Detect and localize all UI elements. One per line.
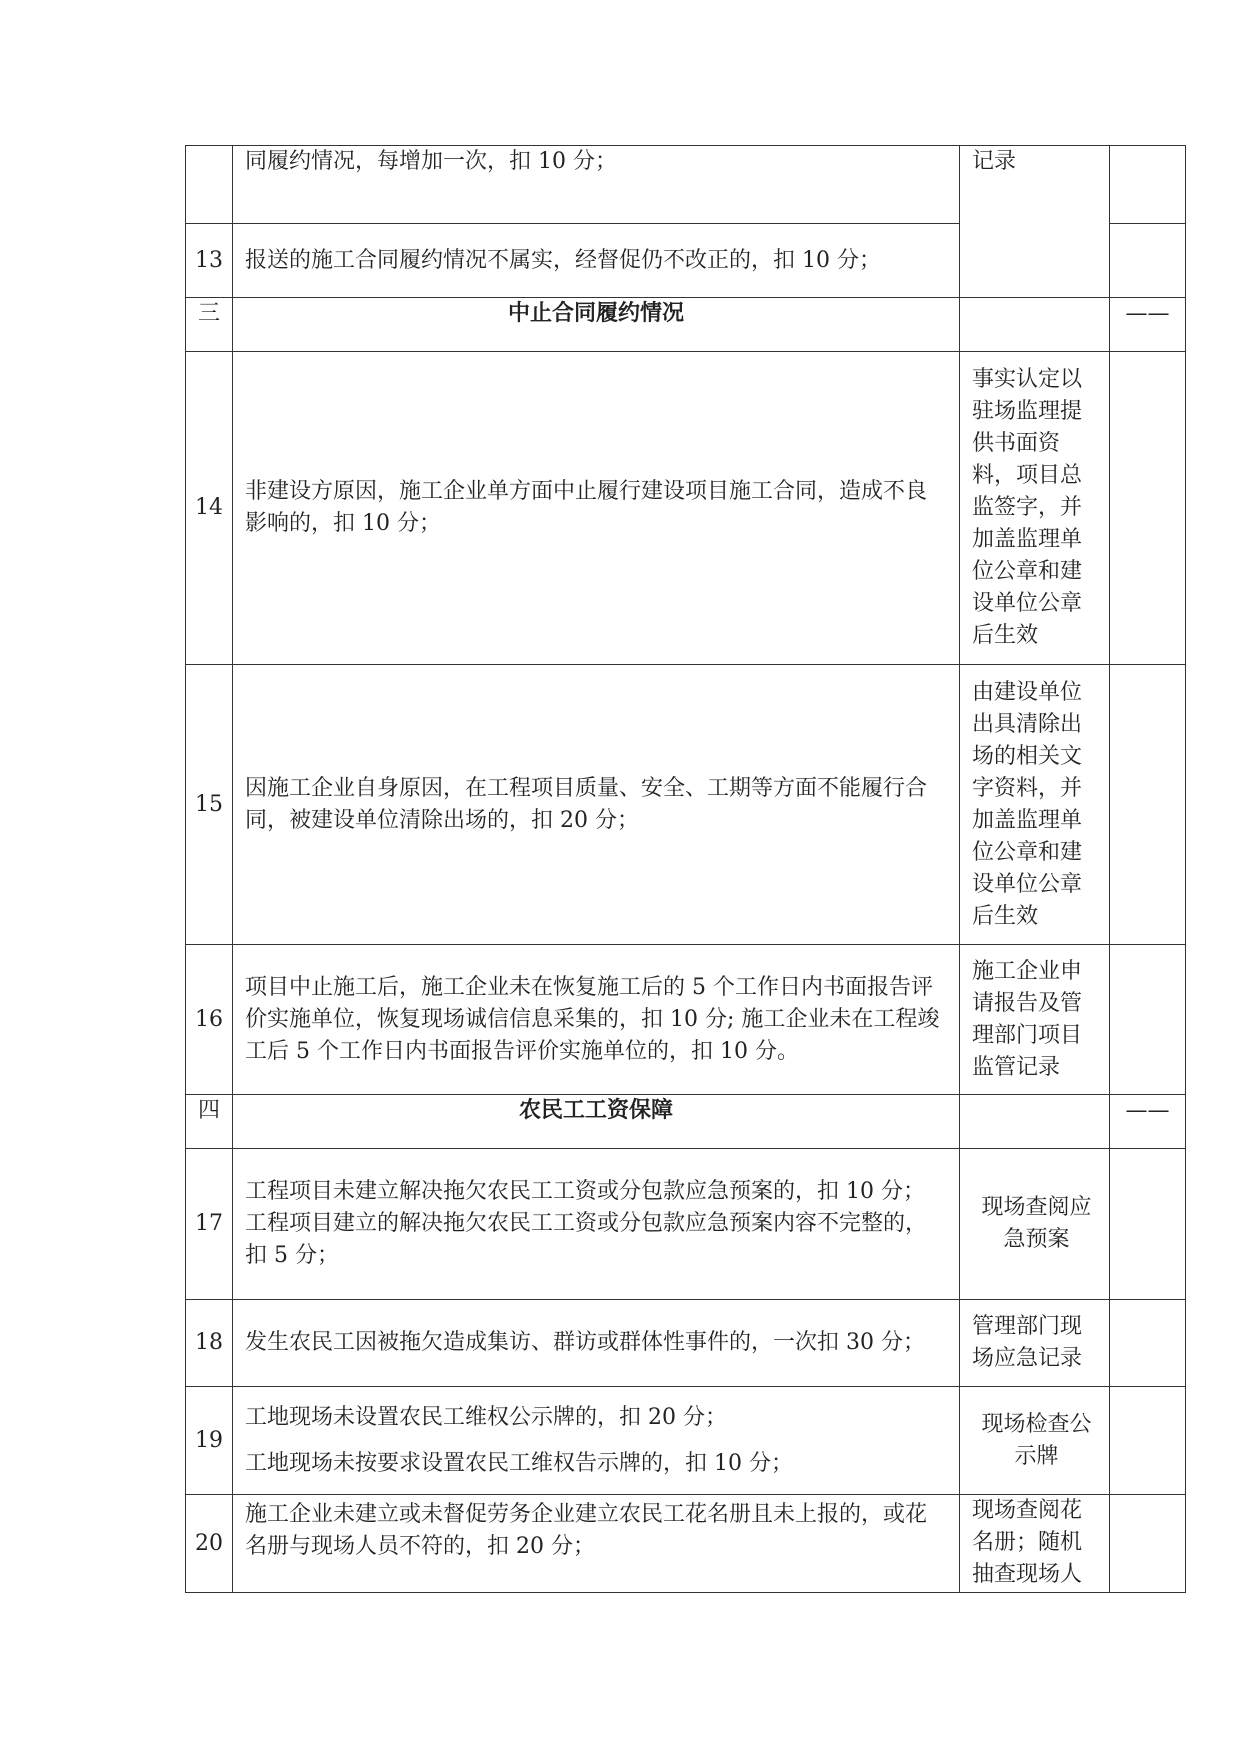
row-score: [1110, 352, 1186, 665]
table-row: [186, 1149, 1186, 1300]
row-evidence: [960, 146, 1110, 298]
row-content: [233, 1300, 960, 1387]
row-number: 17: [186, 1149, 233, 1300]
evidence-text: 现场查阅花名册；随机抽查现场人: [972, 1498, 1083, 1587]
row-score: [1110, 1300, 1186, 1387]
content-text: 工地现场未设置农民工维权公示牌的，扣 20 分；: [245, 1404, 727, 1430]
content-text: 施工企业未建立或未督促劳务企业建立农民工花名册且未上报的，或花名册与现场人员不符的，扣 20 分；: [245, 1502, 928, 1559]
evidence-text: 施工企业申请报告及管理部门项目监管记录: [972, 958, 1083, 1080]
row-evidence: [960, 665, 1110, 945]
paragraph-gap: [245, 1434, 947, 1448]
section-header-row: [186, 1095, 1186, 1149]
table-row: [186, 945, 1186, 1095]
content-text: 报送的施工合同履约情况不属实，经督促仍不改正的，扣 10 分；: [245, 247, 881, 273]
row-number: 14: [186, 352, 233, 665]
row-number: 13: [186, 224, 233, 298]
table-row: [186, 1300, 1186, 1387]
row-evidence: [960, 945, 1110, 1095]
row-evidence: [960, 1300, 1110, 1387]
section-number: 三: [186, 298, 233, 352]
evidence-text: 由建设单位出具清除出场的相关文字资料，并加盖监理单位公章和建设单位公章后生效: [972, 679, 1083, 929]
section-score: ——: [1110, 298, 1186, 352]
evidence-text: 记录: [972, 149, 1017, 174]
row-content: [233, 665, 960, 945]
row-content: [233, 945, 960, 1095]
table-row: [186, 1495, 1186, 1593]
row-content: [233, 224, 960, 298]
row-score: [1110, 224, 1186, 298]
row-content: [233, 146, 960, 224]
row-score: [1110, 1149, 1186, 1300]
row-number: [186, 146, 233, 224]
row-score: [1110, 665, 1186, 945]
content-text: 工程项目未建立解决拖欠农民工工资或分包款应急预案的，扣 10 分；: [245, 1179, 925, 1204]
table-row: [186, 352, 1186, 665]
content-text: 因施工企业自身原因，在工程项目质量、安全、工期等方面不能履行合同，被建设单位清除出场的，扣 20 分；: [245, 775, 928, 833]
evidence-text: 事实认定以驻场监理提供书面资料，项目总监签字，并加盖监理单位公章和建设单位公章后生效: [972, 367, 1083, 648]
row-score: [1110, 146, 1186, 224]
content-text: 工地现场未按要求设置农民工维权告示牌的，扣 10 分；: [245, 1450, 793, 1476]
evidence-text: 现场查阅应急预案: [981, 1195, 1092, 1252]
row-number: 15: [186, 665, 233, 945]
evidence-text: 现场检查公示牌: [981, 1411, 1092, 1469]
row-number: 16: [186, 945, 233, 1095]
evaluation-table: [185, 145, 1186, 1593]
row-score: [1110, 1495, 1186, 1593]
row-content: [233, 1495, 960, 1593]
row-evidence: [960, 1495, 1110, 1593]
row-number: 18: [186, 1300, 233, 1387]
content-text: 非建设方原因，施工企业单方面中止履行建设项目施工合同，造成不良影响的，扣 10 分；: [245, 479, 928, 536]
row-content: [233, 1387, 960, 1495]
content-text: 项目中止施工后，施工企业未在恢复施工后的 5 个工作日内书面报告评价实施单位，恢复现场诚信信息采集的，扣 10 分; 施工企业未在工程竣工后 5 个工作日内书面报告评价实施单位的，扣 10 分。: [245, 974, 940, 1064]
row-content: [233, 352, 960, 665]
row-evidence: [960, 298, 1110, 352]
row-evidence: [960, 1387, 1110, 1495]
section-score: ——: [1110, 1095, 1186, 1149]
section-header-row: [186, 298, 1186, 352]
row-score: [1110, 1387, 1186, 1495]
section-number: 四: [186, 1095, 233, 1149]
row-content: [233, 1149, 960, 1300]
table-row: [186, 1387, 1186, 1495]
table-row: [186, 146, 1186, 224]
section-title: 中止合同履约情况: [233, 298, 960, 352]
content-text: 同履约情况，每增加一次，扣 10 分；: [245, 149, 617, 174]
row-number: 20: [186, 1495, 233, 1593]
content-text: 工程项目建立的解决拖欠农民工工资或分包款应急预案内容不完整的，扣 5 分；: [245, 1211, 928, 1268]
evidence-text: 管理部门现场应急记录: [972, 1314, 1083, 1371]
row-evidence: [960, 352, 1110, 665]
row-evidence: [960, 1149, 1110, 1300]
table-row: [186, 665, 1186, 945]
content-text: 发生农民工因被拖欠造成集访、群访或群体性事件的，一次扣 30 分；: [245, 1330, 925, 1355]
row-score: [1110, 945, 1186, 1095]
row-evidence: [960, 1095, 1110, 1149]
row-number: 19: [186, 1387, 233, 1495]
section-title: 农民工工资保障: [233, 1095, 960, 1149]
